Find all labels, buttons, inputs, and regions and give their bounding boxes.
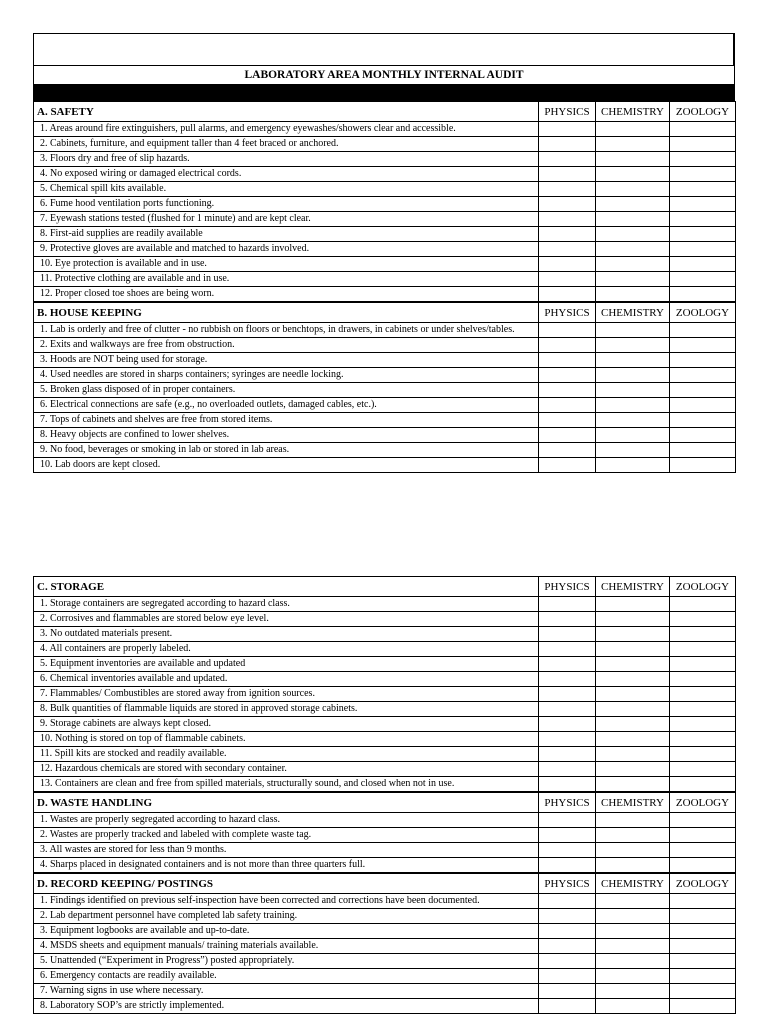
check-cell-chemistry[interactable] [596,368,670,383]
check-cell-physics[interactable] [539,413,596,428]
check-cell-chemistry[interactable] [596,353,670,368]
check-cell-physics[interactable] [539,732,596,747]
check-cell-chemistry[interactable] [596,717,670,732]
check-cell-chemistry[interactable] [596,858,670,874]
checklist-item-text: 1. Areas around fire extinguishers, pull alarms, and emergency eyewashes/showers clear and accessible. [34,122,539,137]
checklist-item-text: 9. Protective gloves are available and matched to hazards involved. [34,242,539,257]
checklist-item-text: 12. Hazardous chemicals are stored with secondary container. [34,762,539,777]
check-cell-chemistry[interactable] [596,197,670,212]
check-cell-zoology[interactable] [670,383,736,398]
checklist-row [34,858,736,874]
check-cell-chemistry[interactable] [596,398,670,413]
checklist-row [34,702,736,717]
check-cell-physics[interactable] [539,984,596,999]
check-cell-physics[interactable] [539,182,596,197]
check-cell-chemistry[interactable] [596,762,670,777]
checklist-item-text: 3. All wastes are stored for less than 9 months. [34,843,539,858]
check-cell-zoology[interactable] [670,894,736,909]
checklist-row [34,428,736,443]
check-cell-physics[interactable] [539,813,596,828]
check-cell-physics[interactable] [539,954,596,969]
checklist-row [34,338,736,353]
checklist-item-text: 1. Findings identified on previous self-inspection have been corrected and corrections have been documented. [34,894,539,909]
checklist-row [34,212,736,227]
check-cell-physics[interactable] [539,212,596,227]
check-cell-zoology[interactable] [670,939,736,954]
check-cell-chemistry[interactable] [596,909,670,924]
check-cell-zoology[interactable] [670,687,736,702]
check-cell-physics[interactable] [539,257,596,272]
check-cell-zoology[interactable] [670,353,736,368]
check-cell-chemistry[interactable] [596,383,670,398]
checklist-item-text: 7. Tops of cabinets and shelves are free from stored items. [34,413,539,428]
check-cell-chemistry[interactable] [596,413,670,428]
column-header-zoology: ZOOLOGY [670,577,736,597]
check-cell-chemistry[interactable] [596,627,670,642]
check-cell-physics[interactable] [539,762,596,777]
checklist-item-text: 7. Warning signs in use where necessary. [34,984,539,999]
checklist-item-text: 10. Lab doors are kept closed. [34,458,539,473]
section-header-row [34,577,736,597]
audit-table [33,576,736,1014]
check-cell-physics[interactable] [539,137,596,152]
checklist-item-text: 11. Spill kits are stocked and readily available. [34,747,539,762]
check-cell-physics[interactable] [539,383,596,398]
section-title: A. SAFETY [34,102,539,122]
checklist-item-text: 5. Unattended (“Experiment in Progress”) posted appropriately. [34,954,539,969]
column-header-chemistry: CHEMISTRY [596,102,670,122]
check-cell-zoology[interactable] [670,858,736,874]
check-cell-zoology[interactable] [670,212,736,227]
check-cell-zoology[interactable] [670,777,736,793]
checklist-item-text: 5. Broken glass disposed of in proper containers. [34,383,539,398]
checklist-item-text: 4. Used needles are stored in sharps containers; syringes are needle locking. [34,368,539,383]
check-cell-physics[interactable] [539,717,596,732]
check-cell-zoology[interactable] [670,657,736,672]
check-cell-physics[interactable] [539,843,596,858]
audit-table-block-1 [33,101,735,473]
checklist-item-text: 10. Nothing is stored on top of flammable cabinets. [34,732,539,747]
check-cell-physics[interactable] [539,122,596,137]
check-cell-physics[interactable] [539,828,596,843]
check-cell-chemistry[interactable] [596,969,670,984]
column-header-physics: PHYSICS [539,792,596,813]
checklist-row [34,227,736,242]
check-cell-physics[interactable] [539,242,596,257]
check-cell-zoology[interactable] [670,413,736,428]
check-cell-chemistry[interactable] [596,287,670,303]
check-cell-physics[interactable] [539,894,596,909]
check-cell-physics[interactable] [539,672,596,687]
checklist-row [34,287,736,303]
section-header-row [34,102,736,122]
check-cell-zoology[interactable] [670,227,736,242]
check-cell-chemistry[interactable] [596,182,670,197]
check-cell-physics[interactable] [539,969,596,984]
check-cell-zoology[interactable] [670,137,736,152]
check-cell-zoology[interactable] [670,747,736,762]
check-cell-zoology[interactable] [670,717,736,732]
check-cell-chemistry[interactable] [596,227,670,242]
check-cell-zoology[interactable] [670,458,736,473]
check-cell-physics[interactable] [539,368,596,383]
column-header-physics: PHYSICS [539,102,596,122]
checklist-item-text: 4. No exposed wiring or damaged electrical cords. [34,167,539,182]
checklist-row [34,672,736,687]
check-cell-zoology[interactable] [670,152,736,167]
check-cell-chemistry[interactable] [596,672,670,687]
checklist-row [34,939,736,954]
check-cell-chemistry[interactable] [596,939,670,954]
check-cell-chemistry[interactable] [596,657,670,672]
check-cell-zoology[interactable] [670,338,736,353]
check-cell-zoology[interactable] [670,909,736,924]
column-header-physics: PHYSICS [539,873,596,894]
checklist-item-text: 8. Bulk quantities of flammable liquids are stored in approved storage cabinets. [34,702,539,717]
check-cell-chemistry[interactable] [596,257,670,272]
check-cell-zoology[interactable] [670,984,736,999]
column-header-chemistry: CHEMISTRY [596,302,670,323]
check-cell-physics[interactable] [539,323,596,338]
check-cell-physics[interactable] [539,272,596,287]
checklist-item-text: 10. Eye protection is available and in use. [34,257,539,272]
check-cell-physics[interactable] [539,197,596,212]
check-cell-physics[interactable] [539,858,596,874]
checklist-row [34,642,736,657]
checklist-row [34,398,736,413]
check-cell-chemistry[interactable] [596,702,670,717]
check-cell-zoology[interactable] [670,122,736,137]
checklist-item-text: 3. Equipment logbooks are available and up-to-date. [34,924,539,939]
checklist-row [34,627,736,642]
check-cell-physics[interactable] [539,747,596,762]
checklist-row [34,137,736,152]
check-cell-physics[interactable] [539,999,596,1014]
check-cell-physics[interactable] [539,167,596,182]
check-cell-zoology[interactable] [670,182,736,197]
column-header-zoology: ZOOLOGY [670,102,736,122]
check-cell-chemistry[interactable] [596,242,670,257]
check-cell-chemistry[interactable] [596,954,670,969]
check-cell-zoology[interactable] [670,167,736,182]
checklist-item-text: 2. Corrosives and flammables are stored below eye level. [34,612,539,627]
checklist-row [34,323,736,338]
check-cell-chemistry[interactable] [596,323,670,338]
section-header-row [34,792,736,813]
section-header-row [34,302,736,323]
check-cell-physics[interactable] [539,287,596,303]
check-cell-physics[interactable] [539,642,596,657]
checklist-item-text: 3. Hoods are NOT being used for storage. [34,353,539,368]
check-cell-chemistry[interactable] [596,687,670,702]
checklist-item-text: 5. Equipment inventories are available and updated [34,657,539,672]
checklist-item-text: 4. All containers are properly labeled. [34,642,539,657]
checklist-row [34,747,736,762]
check-cell-chemistry[interactable] [596,272,670,287]
check-cell-physics[interactable] [539,909,596,924]
checklist-item-text: 1. Wastes are properly segregated according to hazard class. [34,813,539,828]
check-cell-physics[interactable] [539,612,596,627]
check-cell-chemistry[interactable] [596,999,670,1014]
checklist-item-text: 12. Proper closed toe shoes are being worn. [34,287,539,303]
checklist-item-text: 6. Chemical inventories available and updated. [34,672,539,687]
check-cell-chemistry[interactable] [596,732,670,747]
checklist-row [34,353,736,368]
check-cell-chemistry[interactable] [596,777,670,793]
check-cell-zoology[interactable] [670,627,736,642]
checklist-row [34,272,736,287]
check-cell-physics[interactable] [539,443,596,458]
checklist-row [34,458,736,473]
column-header-chemistry: CHEMISTRY [596,873,670,894]
check-cell-zoology[interactable] [670,702,736,717]
check-cell-zoology[interactable] [670,969,736,984]
check-cell-zoology[interactable] [670,672,736,687]
check-cell-physics[interactable] [539,687,596,702]
checklist-row [34,197,736,212]
check-cell-zoology[interactable] [670,287,736,303]
checklist-item-text: 1. Storage containers are segregated according to hazard class. [34,597,539,612]
check-cell-chemistry[interactable] [596,212,670,227]
section-header-row [34,873,736,894]
check-cell-physics[interactable] [539,657,596,672]
checklist-item-text: 6. Emergency contacts are readily available. [34,969,539,984]
check-cell-chemistry[interactable] [596,894,670,909]
check-cell-chemistry[interactable] [596,428,670,443]
checklist-row [34,152,736,167]
section-title: C. STORAGE [34,577,539,597]
check-cell-zoology[interactable] [670,368,736,383]
check-cell-zoology[interactable] [670,954,736,969]
checklist-item-text: 7. Eyewash stations tested (flushed for 1 minute) and are kept clear. [34,212,539,227]
page-title: LABORATORY AREA MONTHLY INTERNAL AUDIT [33,66,735,85]
checklist-row [34,597,736,612]
checklist-row [34,813,736,828]
checklist-row [34,687,736,702]
checklist-item-text: 3. Floors dry and free of slip hazards. [34,152,539,167]
checklist-item-text: 9. No food, beverages or smoking in lab or stored in lab areas. [34,443,539,458]
checklist-row [34,828,736,843]
check-cell-chemistry[interactable] [596,137,670,152]
checklist-row [34,999,736,1014]
checklist-row [34,383,736,398]
check-cell-physics[interactable] [539,458,596,473]
check-cell-chemistry[interactable] [596,924,670,939]
checklist-row [34,984,736,999]
checklist-row [34,413,736,428]
check-cell-zoology[interactable] [670,732,736,747]
column-header-zoology: ZOOLOGY [670,792,736,813]
check-cell-zoology[interactable] [670,924,736,939]
section-title: B. HOUSE KEEPING [34,302,539,323]
checklist-item-text: 4. Sharps placed in designated containers and is not more than three quarters full. [34,858,539,874]
check-cell-zoology[interactable] [670,272,736,287]
check-cell-chemistry[interactable] [596,443,670,458]
check-cell-physics[interactable] [539,338,596,353]
checklist-row [34,257,736,272]
check-cell-zoology[interactable] [670,197,736,212]
check-cell-physics[interactable] [539,777,596,793]
checklist-item-text: 2. Lab department personnel have completed lab safety training. [34,909,539,924]
check-cell-zoology[interactable] [670,242,736,257]
checklist-item-text: 4. MSDS sheets and equipment manuals/ training materials available. [34,939,539,954]
checklist-item-text: 11. Protective clothing are available and in use. [34,272,539,287]
check-cell-zoology[interactable] [670,642,736,657]
check-cell-chemistry[interactable] [596,828,670,843]
column-header-zoology: ZOOLOGY [670,873,736,894]
checklist-row [34,894,736,909]
check-cell-physics[interactable] [539,428,596,443]
checklist-row [34,954,736,969]
column-header-physics: PHYSICS [539,577,596,597]
checklist-item-text: 6. Fume hood ventilation ports functioning. [34,197,539,212]
check-cell-zoology[interactable] [670,257,736,272]
check-cell-chemistry[interactable] [596,458,670,473]
check-cell-zoology[interactable] [670,398,736,413]
checklist-row [34,909,736,924]
section-title: D. WASTE HANDLING [34,792,539,813]
checklist-row [34,732,736,747]
checklist-row [34,122,736,137]
audit-table-block-2 [33,576,735,1014]
column-header-chemistry: CHEMISTRY [596,792,670,813]
check-cell-chemistry[interactable] [596,843,670,858]
header-blank-box [33,33,735,66]
check-cell-chemistry[interactable] [596,747,670,762]
check-cell-physics[interactable] [539,924,596,939]
checklist-item-text: 1. Lab is orderly and free of clutter - no rubbish on floors or benchtops, in drawers, in cabinets or under shelves/tables. [34,323,539,338]
checklist-row [34,924,736,939]
checklist-row [34,242,736,257]
header-black-bar [33,85,735,101]
column-header-physics: PHYSICS [539,302,596,323]
checklist-item-text: 9. Storage cabinets are always kept closed. [34,717,539,732]
checklist-row [34,969,736,984]
checklist-item-text: 8. Laboratory SOP’s are strictly implemented. [34,999,539,1014]
checklist-row [34,368,736,383]
check-cell-physics[interactable] [539,398,596,413]
check-cell-chemistry[interactable] [596,813,670,828]
check-cell-physics[interactable] [539,353,596,368]
checklist-row [34,443,736,458]
checklist-row [34,717,736,732]
audit-table [33,101,736,473]
checklist-item-text: 5. Chemical spill kits available. [34,182,539,197]
checklist-item-text: 2. Cabinets, furniture, and equipment taller than 4 feet braced or anchored. [34,137,539,152]
check-cell-zoology[interactable] [670,828,736,843]
check-cell-chemistry[interactable] [596,642,670,657]
check-cell-physics[interactable] [539,152,596,167]
check-cell-chemistry[interactable] [596,984,670,999]
checklist-item-text: 8. First-aid supplies are readily available [34,227,539,242]
checklist-row [34,843,736,858]
check-cell-zoology[interactable] [670,428,736,443]
check-cell-zoology[interactable] [670,762,736,777]
check-cell-zoology[interactable] [670,443,736,458]
check-cell-chemistry[interactable] [596,122,670,137]
checklist-item-text: 3. No outdated materials present. [34,627,539,642]
checklist-row [34,762,736,777]
checklist-item-text: 2. Exits and walkways are free from obstruction. [34,338,539,353]
checklist-item-text: 8. Heavy objects are confined to lower shelves. [34,428,539,443]
checklist-row [34,167,736,182]
checklist-item-text: 13. Containers are clean and free from spilled materials, structurally sound, and closed when not in use. [34,777,539,793]
check-cell-physics[interactable] [539,597,596,612]
column-header-chemistry: CHEMISTRY [596,577,670,597]
checklist-row [34,182,736,197]
check-cell-chemistry[interactable] [596,167,670,182]
check-cell-zoology[interactable] [670,813,736,828]
check-cell-physics[interactable] [539,939,596,954]
check-cell-zoology[interactable] [670,999,736,1014]
checklist-item-text: 2. Wastes are properly tracked and labeled with complete waste tag. [34,828,539,843]
audit-header [33,33,735,101]
check-cell-chemistry[interactable] [596,612,670,627]
check-cell-zoology[interactable] [670,323,736,338]
check-cell-physics[interactable] [539,627,596,642]
check-cell-physics[interactable] [539,227,596,242]
column-header-zoology: ZOOLOGY [670,302,736,323]
checklist-item-text: 6. Electrical connections are safe (e.g., no overloaded outlets, damaged cables, etc.). [34,398,539,413]
check-cell-physics[interactable] [539,702,596,717]
checklist-row [34,612,736,627]
check-cell-chemistry[interactable] [596,152,670,167]
checklist-row [34,777,736,793]
checklist-row [34,657,736,672]
checklist-item-text: 7. Flammables/ Combustibles are stored away from ignition sources. [34,687,539,702]
check-cell-zoology[interactable] [670,597,736,612]
check-cell-zoology[interactable] [670,612,736,627]
check-cell-chemistry[interactable] [596,597,670,612]
check-cell-zoology[interactable] [670,843,736,858]
check-cell-chemistry[interactable] [596,338,670,353]
section-title: D. RECORD KEEPING/ POSTINGS [34,873,539,894]
